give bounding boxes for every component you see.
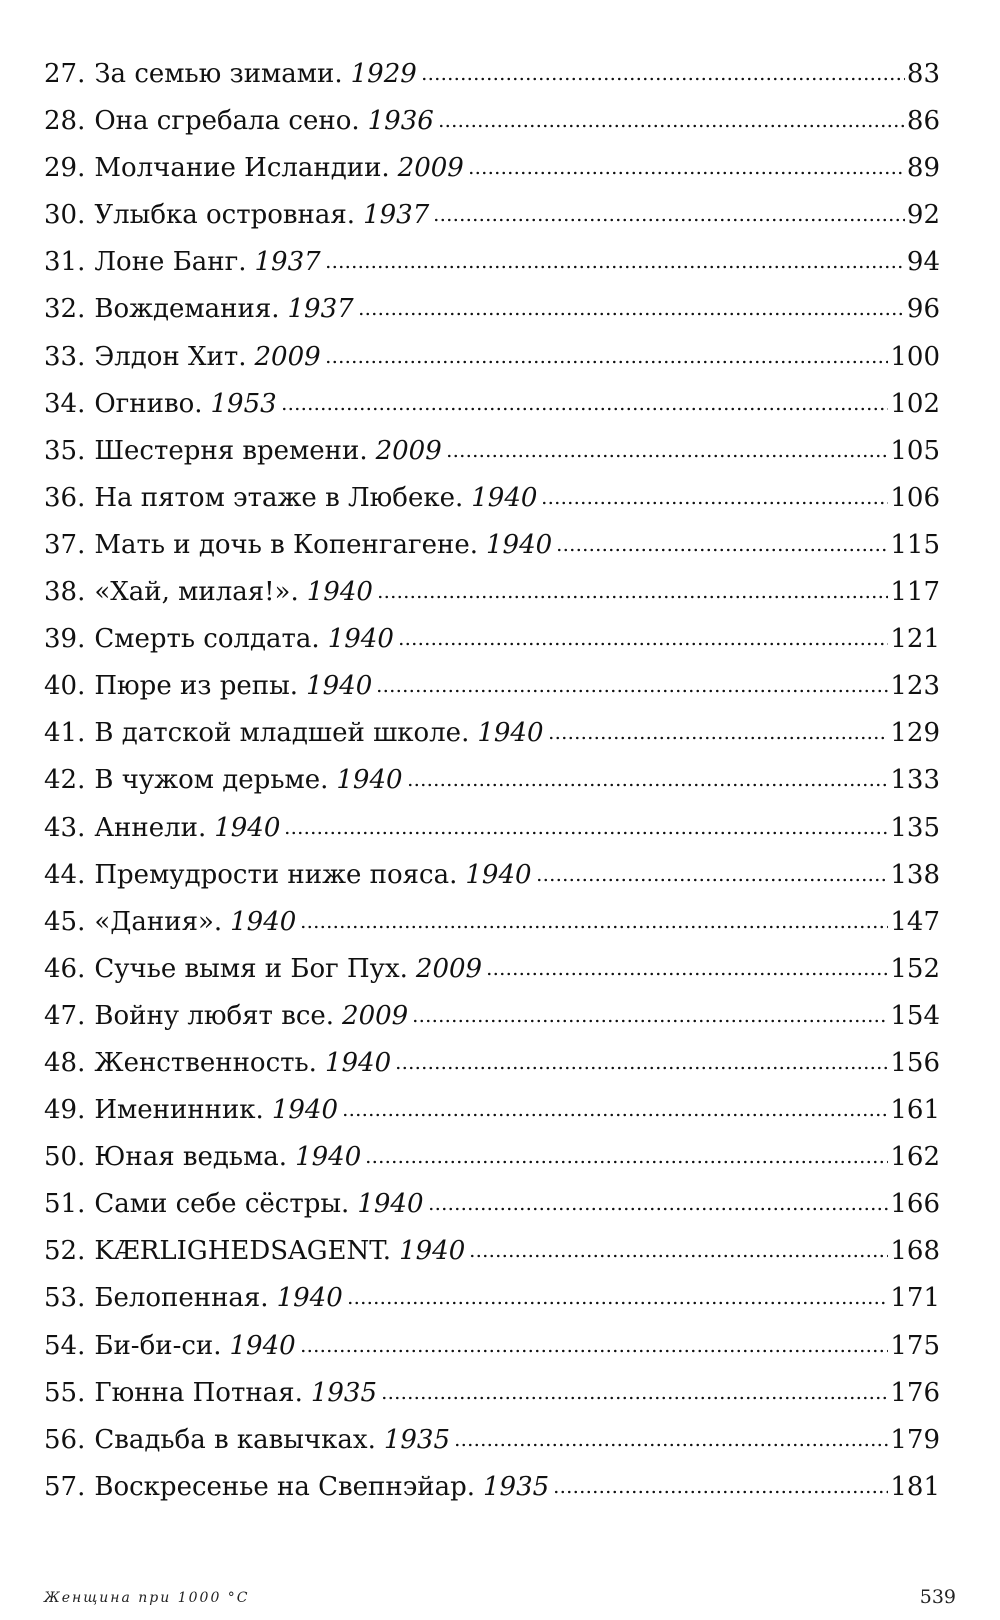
entry-number: 34.	[44, 388, 86, 419]
entry-page-number: 105	[890, 435, 940, 466]
entry-page-number: 171	[890, 1283, 940, 1314]
entry-year: 2009	[415, 953, 483, 984]
entry-year: 1937	[363, 200, 430, 231]
entry-title: Аннели.	[94, 812, 207, 843]
entry-year: 1940	[214, 812, 281, 843]
entry-year: 1929	[350, 59, 417, 89]
dot-leader	[300, 1349, 889, 1353]
toc-entry[interactable]	[44, 1323, 940, 1370]
toc-entry[interactable]	[44, 899, 940, 946]
entry-year: 1937	[254, 247, 321, 278]
dot-leader	[468, 171, 905, 175]
entry-year: 1940	[465, 859, 532, 890]
entry-title: Гюнна Потная.	[94, 1377, 303, 1408]
toc-entry[interactable]	[44, 1228, 940, 1275]
entry-page-number: 102	[890, 388, 940, 419]
entry-page-number: 94	[906, 247, 940, 278]
dot-leader	[381, 1396, 888, 1400]
entry-year: 1940	[306, 577, 373, 608]
dot-leader	[433, 218, 905, 222]
entry-number: 36.	[44, 482, 86, 513]
dot-leader	[438, 124, 905, 128]
entry-year: 1935	[310, 1377, 378, 1408]
toc-entry[interactable]	[44, 428, 940, 475]
entry-page-number: 156	[890, 1047, 940, 1078]
entry-page-number: 152	[890, 953, 940, 984]
entry-number: 48.	[44, 1047, 86, 1078]
toc-entry[interactable]	[44, 946, 940, 993]
entry-year: 1953	[210, 388, 277, 419]
entry-number: 37.	[44, 529, 86, 560]
dot-leader	[281, 407, 889, 411]
entry-page-number: 176	[890, 1377, 940, 1408]
entry-number: 33.	[44, 341, 86, 372]
toc-entry[interactable]	[44, 51, 940, 98]
toc-entry[interactable]	[44, 757, 940, 804]
entry-page-number: 161	[890, 1095, 940, 1126]
entry-number: 38.	[44, 577, 86, 608]
entry-title: Именинник.	[94, 1095, 264, 1126]
entry-page-number: 115	[890, 529, 940, 560]
toc-entry[interactable]	[44, 569, 940, 616]
toc-entry[interactable]	[44, 192, 940, 239]
entry-page-number: 179	[890, 1424, 940, 1455]
entry-number: 55.	[44, 1377, 86, 1408]
entry-page-number: 138	[890, 859, 940, 890]
entry-year: 1940	[486, 529, 553, 560]
entry-title: Свадьба в кавычках.	[94, 1424, 376, 1455]
dot-leader	[454, 1443, 888, 1447]
entry-year: 1940	[477, 718, 544, 749]
toc-entry[interactable]	[44, 239, 940, 286]
dot-leader	[325, 360, 889, 364]
entry-year: 1940	[230, 906, 297, 937]
entry-number: 30.	[44, 200, 86, 231]
entry-year: 1940	[336, 765, 403, 796]
entry-page-number: 135	[890, 812, 940, 843]
entry-page-number: 166	[890, 1189, 940, 1220]
entry-number: 32.	[44, 294, 86, 325]
dot-leader	[347, 1301, 889, 1305]
entry-title: «Хай, милая!».	[94, 577, 299, 608]
entry-number: 27.	[44, 59, 86, 89]
entry-number: 57.	[44, 1471, 86, 1502]
entry-title: Сучье вымя и Бог Пух.	[94, 953, 408, 984]
entry-number: 31.	[44, 247, 86, 278]
entry-number: 47.	[44, 1000, 86, 1031]
entry-number: 45.	[44, 906, 86, 937]
entry-title: Сами себе сёстры.	[94, 1189, 350, 1220]
toc-entry[interactable]	[44, 334, 940, 381]
dot-leader	[548, 736, 889, 740]
entry-page-number: 147	[890, 906, 940, 937]
toc-entry[interactable]	[44, 1417, 940, 1464]
entry-title: На пятом этаже в Любеке.	[94, 482, 464, 513]
entry-year: 1940	[271, 1095, 338, 1126]
entry-title: Она сгребала сено.	[94, 106, 360, 137]
entry-page-number: 133	[890, 765, 940, 796]
dot-leader	[553, 1490, 888, 1494]
toc-entry[interactable]	[44, 805, 940, 852]
dot-leader	[342, 1113, 888, 1117]
entry-title: Премудрости ниже пояса.	[94, 859, 458, 890]
entry-year: 2009	[254, 341, 321, 372]
dot-leader	[469, 1254, 888, 1258]
entry-number: 53.	[44, 1283, 86, 1314]
page-number: 539	[919, 1586, 956, 1608]
entry-page-number: 96	[906, 294, 940, 325]
dot-leader	[325, 265, 905, 269]
entry-number: 56.	[44, 1424, 86, 1455]
dot-leader	[376, 689, 888, 693]
dot-leader	[358, 312, 905, 316]
toc-entry[interactable]	[44, 145, 940, 192]
entry-page-number: 86	[906, 106, 940, 137]
entry-page-number: 154	[890, 1000, 940, 1031]
entry-page-number: 83	[906, 59, 940, 89]
page-footer	[44, 1586, 956, 1610]
entry-page-number: 129	[890, 718, 940, 749]
entry-number: 46.	[44, 953, 86, 984]
entry-number: 52.	[44, 1236, 86, 1267]
entry-title: Улыбка островная.	[94, 200, 356, 231]
entry-title: Смерть солдата.	[94, 624, 320, 655]
dot-leader	[398, 642, 888, 646]
dot-leader	[556, 548, 888, 552]
entry-title: Би-би-си.	[94, 1330, 222, 1361]
entry-year: 1940	[229, 1330, 296, 1361]
entry-title: Мать и дочь в Копенгагене.	[94, 529, 478, 560]
entry-year: 1937	[287, 294, 354, 325]
toc-entry[interactable]	[44, 710, 940, 757]
entry-year: 1940	[471, 482, 538, 513]
entry-page-number: 100	[890, 341, 940, 372]
toc-entry[interactable]	[44, 1134, 940, 1181]
toc-entry[interactable]	[44, 663, 940, 710]
entry-number: 42.	[44, 765, 86, 796]
entry-number: 28.	[44, 106, 86, 137]
entry-number: 29.	[44, 153, 86, 184]
toc-entry[interactable]	[44, 1275, 940, 1322]
toc-entry[interactable]	[44, 381, 940, 428]
entry-number: 54.	[44, 1330, 86, 1361]
entry-title: Лоне Банг.	[94, 247, 247, 278]
toc-entry[interactable]	[44, 1370, 940, 1417]
entry-title: Войну любят все.	[94, 1000, 335, 1031]
entry-year: 1940	[324, 1047, 392, 1078]
entry-title: В датской младшей школе.	[94, 718, 470, 749]
entry-number: 51.	[44, 1189, 86, 1220]
toc-entry[interactable]	[44, 1040, 940, 1087]
entry-number: 44.	[44, 859, 86, 890]
entry-year: 1940	[306, 671, 373, 702]
entry-page-number: 106	[890, 482, 940, 513]
toc-entry[interactable]	[44, 98, 940, 145]
entry-year: 1940	[399, 1236, 466, 1267]
entry-year: 1935	[483, 1471, 550, 1502]
entry-year: 1940	[295, 1142, 362, 1173]
table-of-contents	[44, 51, 940, 1511]
entry-number: 50.	[44, 1142, 86, 1173]
entry-year: 1940	[276, 1283, 343, 1314]
entry-title: В чужом дерьме.	[94, 765, 329, 796]
toc-entry[interactable]	[44, 852, 940, 899]
dot-leader	[421, 77, 905, 81]
entry-number: 35.	[44, 435, 86, 466]
dot-leader	[300, 925, 888, 929]
entry-title: За семью зимами.	[94, 59, 343, 89]
dot-leader	[446, 454, 889, 458]
entry-page-number: 117	[890, 577, 940, 608]
entry-year: 1935	[383, 1424, 450, 1455]
entry-number: 49.	[44, 1095, 86, 1126]
entry-title: Юная ведьма.	[94, 1142, 288, 1173]
entry-title: Огниво.	[94, 388, 203, 419]
entry-year: 2009	[375, 435, 442, 466]
toc-entry[interactable]	[44, 286, 940, 333]
dot-leader	[541, 501, 888, 505]
dot-leader	[284, 831, 888, 835]
entry-title: Молчание Исландии.	[94, 153, 390, 184]
entry-title: Женственность.	[94, 1047, 317, 1078]
entry-title: Белопенная.	[94, 1283, 269, 1314]
dot-leader	[412, 1019, 888, 1023]
entry-page-number: 181	[890, 1471, 940, 1502]
dot-leader	[486, 972, 888, 976]
toc-entry[interactable]	[44, 522, 940, 569]
dot-leader	[365, 1160, 888, 1164]
dot-leader	[428, 1207, 889, 1211]
entry-title: Шестерня времени.	[94, 435, 368, 466]
entry-number: 39.	[44, 624, 86, 655]
entry-page-number: 92	[906, 200, 940, 231]
entry-title: «Дания».	[94, 906, 223, 937]
running-title: Женщина при 1000 °С	[44, 1590, 250, 1606]
entry-page-number: 168	[890, 1236, 940, 1267]
entry-year: 1940	[357, 1189, 424, 1220]
toc-entry[interactable]	[44, 1181, 940, 1228]
entry-title: Воскресенье на Свепнэйар.	[94, 1471, 476, 1502]
entry-number: 43.	[44, 812, 86, 843]
entry-page-number: 175	[890, 1330, 940, 1361]
entry-number: 41.	[44, 718, 86, 749]
entry-title: KÆRLIGHEDSAGENT.	[94, 1236, 392, 1267]
entry-title: Вождемания.	[94, 294, 280, 325]
entry-title: Пюре из репы.	[94, 671, 299, 702]
dot-leader	[377, 595, 888, 599]
entry-year: 2009	[342, 1000, 409, 1031]
toc-entry[interactable]	[44, 1464, 940, 1511]
entry-number: 40.	[44, 671, 86, 702]
toc-entry[interactable]	[44, 1087, 940, 1134]
toc-entry[interactable]	[44, 616, 940, 663]
dot-leader	[407, 783, 889, 787]
dot-leader	[395, 1066, 888, 1070]
entry-page-number: 162	[890, 1142, 940, 1173]
toc-entry[interactable]	[44, 993, 940, 1040]
entry-page-number: 123	[890, 671, 940, 702]
entry-title: Элдон Хит.	[94, 341, 247, 372]
dot-leader	[536, 878, 889, 882]
entry-year: 1940	[327, 624, 394, 655]
entry-year: 2009	[397, 153, 464, 184]
toc-entry[interactable]	[44, 475, 940, 522]
entry-page-number: 121	[890, 624, 940, 655]
entry-year: 1936	[367, 106, 434, 137]
entry-page-number: 89	[906, 153, 940, 184]
